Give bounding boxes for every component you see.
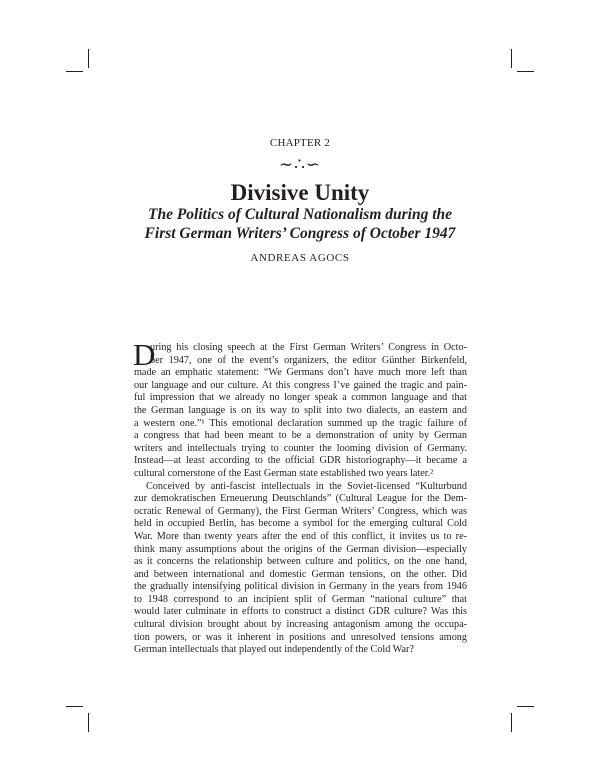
- text-line: German intellectuals that played out independently of the Cold War?: [134, 644, 414, 656]
- body-text: [133, 337, 467, 657]
- ornament-icon: ∼∴∽: [278, 155, 322, 174]
- drop-cap: D: [133, 337, 156, 372]
- chapter-title: Divisive Unity: [230, 180, 370, 205]
- text-line: ful impression that we already no longer speak a common language and that: [134, 392, 467, 404]
- crop-mark: [88, 49, 89, 68]
- text-line: Conceived by anti-fascist intellectuals in the Soviet-licensed “Kulturbund: [146, 480, 467, 492]
- text-line: cultural cornerstone of the East German state established two years later.²: [134, 467, 434, 479]
- author-name: ANDREAS AGOCS: [250, 252, 350, 264]
- crop-mark: [511, 713, 512, 732]
- text-line: our language and our culture. At this congress I’ve gained the tragic and pain-: [134, 379, 467, 391]
- crop-mark: [66, 71, 83, 72]
- crop-mark: [88, 713, 89, 732]
- text-line: the gradually intensifying political division in Germany in the years from 1946: [134, 581, 467, 593]
- paragraph: [134, 481, 467, 657]
- crop-mark: [511, 49, 512, 68]
- text-line: War. More than twenty years after the end of this conflict, it invites us to re-: [134, 530, 467, 542]
- text-line: ocratic Renewal of Germany), the First German Writers’ Congress, which was: [134, 505, 467, 517]
- text-line: cultural division brought about by increasing antagonism among the occupa-: [134, 619, 467, 631]
- text-line: ber 1947, one of the event’s organizers, the editor Günther Birkenfeld,: [150, 354, 467, 366]
- text-line: held in occupied Berlin, has become a symbol for the emerging cultural Cold: [134, 518, 467, 530]
- text-line: a congress that had been meant to be a demonstration of unity by German: [134, 430, 467, 442]
- crop-mark: [517, 706, 534, 707]
- paragraph: [133, 337, 467, 481]
- text-line: zur demokratischen Erneuerung Deutschlands” (Cultural League for the Dem-: [134, 493, 467, 505]
- chapter-label: CHAPTER 2: [269, 137, 331, 149]
- crop-mark: [517, 71, 534, 72]
- text-line: a western one.”¹ This emotional declaration summed up the tragic failure of: [134, 417, 467, 429]
- text-line: writers and intellectuals trying to counter the looming division of Germany.: [134, 442, 467, 454]
- text-line: uring his closing speech at the First German Writers’ Congress in Octo-: [150, 342, 467, 353]
- text-line: as it concerns the relationship between culture and politics, on the one hand,: [134, 556, 467, 568]
- chapter-subtitle-line: The Politics of Cultural Nationalism during the: [147, 206, 453, 223]
- text-line: made an emphatic statement: “We Germans don’t have much more left than: [134, 367, 467, 379]
- chapter-subtitle-line: First German Writers’ Congress of October 1947: [144, 225, 456, 242]
- text-line: would later culminate in efforts to construct a distinct GDR culture? Was this: [134, 606, 467, 618]
- text-line: Instead—at least according to the official GDR historiography—it became a: [134, 455, 467, 467]
- text-line: the German language is on its way to split into two dialects, an eastern and: [134, 404, 467, 416]
- crop-mark: [66, 706, 83, 707]
- text-line: and between international and domestic German tensions, on the other. Did: [134, 568, 467, 580]
- text-line: think many assumptions about the origins of the German division—especially: [134, 543, 467, 555]
- text-line: to 1948 correspond to an incipient split of German “national culture” that: [134, 593, 467, 605]
- text-line: tion powers, or was it inherent in positions and unresolved tensions among: [134, 631, 467, 643]
